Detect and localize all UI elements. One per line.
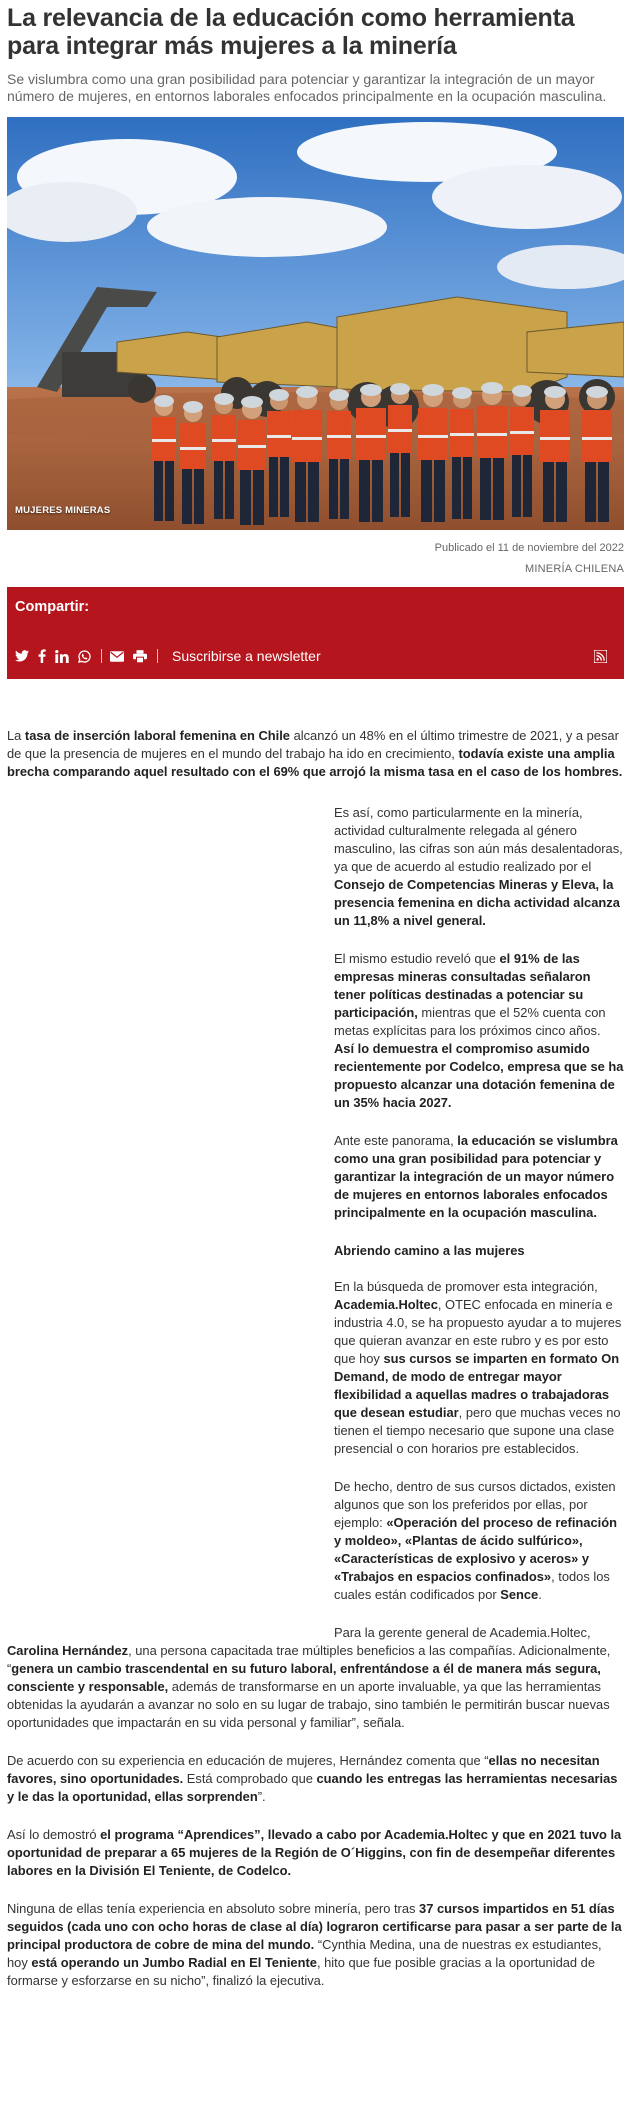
linkedin-icon[interactable] [55, 648, 69, 664]
paragraph: En la búsqueda de promover esta integración, Academia.Holtec, OTEC enfocada en minería e industria 4.0, se ha propuesto ayudar a to mujeres que quieran avanzar en este rubro y es por esto que hoy sus cursos se imparten en formato On Demand, de modo de entregar mayor flexibilidad a aquellas madres o trabajadoras que desean estudiar, pero que muchas veces no tienen el tiempo necesario que supone una clase presencial o con horarios pre establecidos. [334, 1279, 622, 1456]
image-caption-tag: MUJERES MINERAS [15, 505, 111, 516]
paragraph: De hecho, dentro de sus cursos dictados, existen algunos que son los preferidos por ellas, por ejemplo: «Operación del proceso de refinación y moldeo», «Plantas de ácido sulfúrico», «Características de explosivo y aceros» y «Trabajos en espacios confinados», todos los cuales están codificados por Sence. [334, 1479, 617, 1602]
rss-icon[interactable] [594, 648, 607, 664]
article-source: MINERÍA CHILENA [525, 563, 624, 575]
paragraph: Así lo demostró el programa “Aprendices”, llevado a cabo por Academia.Holtec y que en 2021 tuvo la oportunidad de preparar a 65 mujeres de la Región de O´Higgins, con fin de desempeñar diferentes labores en la División El Teniente, de Codelco. [7, 1827, 622, 1878]
article-body [7, 727, 624, 1990]
share-actions [15, 647, 616, 665]
article-subtitle: Se vislumbra como una gran posibilidad para potenciar y garantizar la integración de un mayor número de mujeres, en entornos laborales enfocados principalmente en la ocupación masculina. [7, 71, 607, 104]
newsletter-link[interactable]: Suscribirse a newsletter [172, 648, 321, 664]
paragraph: El mismo estudio reveló que el 91% de las empresas mineras consultadas señalaron tener políticas destinadas a potenciar su participación, mientras que el 52% cuenta con metas explícitas para los próximos cinco años. Así lo demuestra el compromiso asumido recientemente por Codelco, empresa que se ha propuesto alcanzar una dotación femenina de un 35% hacia 2027. [334, 951, 624, 1110]
email-icon[interactable] [110, 648, 124, 664]
print-icon[interactable] [133, 648, 147, 664]
twitter-icon[interactable] [15, 648, 29, 664]
paragraph: Ninguna de ellas tenía experiencia en absoluto sobre minería, pero tras 37 cursos impartidos en 51 días seguidos (cada uno con ocho horas de clase al día) lograron certificarse para pasar a ser parte de la principal productora de cobre de mina del mundo. “Cynthia Medina, una de nuestras ex estudiantes, hoy está operando un Jumbo Radial en El Teniente, hito que fue posible gracias a la oportunidad de formarse y esforzarse en su nicho”, finalizó la ejecutiva. [7, 1901, 622, 1988]
hero-image [7, 117, 624, 530]
paragraph: La tasa de inserción laboral femenina en Chile alcanzó un 48% en el último trimestre de 2021, y a pesar de que la presencia de mujeres en el mundo del trabajo ha ido en crecimiento, todavía existe una amplia brecha comparando aquel resultado con el 69% que arrojó la misma tasa en el caso de los hombres. [7, 728, 623, 779]
share-bar [7, 587, 624, 679]
publish-date: Publicado el 11 de noviembre del 2022 [434, 542, 624, 554]
facebook-icon[interactable] [38, 648, 46, 664]
paragraph: Ante este panorama, la educación se vislumbra como una gran posibilidad para potenciar y garantizar la integración de un mayor número de mujeres en entornos laborales enfocados principalmente en la ocupación masculina. [334, 1133, 618, 1220]
paragraph: De acuerdo con su experiencia en educación de mujeres, Hernández comenta que “ellas no necesitan favores, sino oportunidades. Está comprobado que cuando les entregas las herramientas necesarias y le das la oportunidad, ellas sorprenden”. [7, 1753, 618, 1804]
paragraph: Para la gerente general de Academia.Holtec, Carolina Hernández, una persona capacitada trae múltiples beneficios a las compañías. Adicionalmente, “genera un cambio trascendental en su futuro laboral, enfrentándose a él de manera más segura, consciente y responsable, además de transformarse en un aporte invaluable, ya que las herramientas obtenidas la ayudarán a avanzar no solo en su lugar de trabajo, sino también le permitirán buscar nuevas oportunidades que impactarán en su vida personal y familiar”, señala. [7, 1625, 611, 1730]
divider [101, 649, 102, 663]
divider [157, 649, 158, 663]
paragraph: Es así, como particularmente en la minería, actividad culturalmente relegada al género masculino, las cifras son aún más desalentadoras, ya que de acuerdo al estudio realizado por el Consejo de Competencias Mineras y Eleva, la presencia femenina en dicha actividad alcanza un 11,8% a nivel general. [334, 805, 623, 928]
section-heading: Abriendo camino a las mujeres [334, 1243, 525, 1258]
mining-workers-illustration [7, 117, 624, 530]
whatsapp-icon[interactable] [78, 648, 91, 664]
share-label: Compartir: [15, 599, 90, 615]
article-title: La relevancia de la educación como herramienta para integrar más mujeres a la minería [7, 4, 575, 60]
